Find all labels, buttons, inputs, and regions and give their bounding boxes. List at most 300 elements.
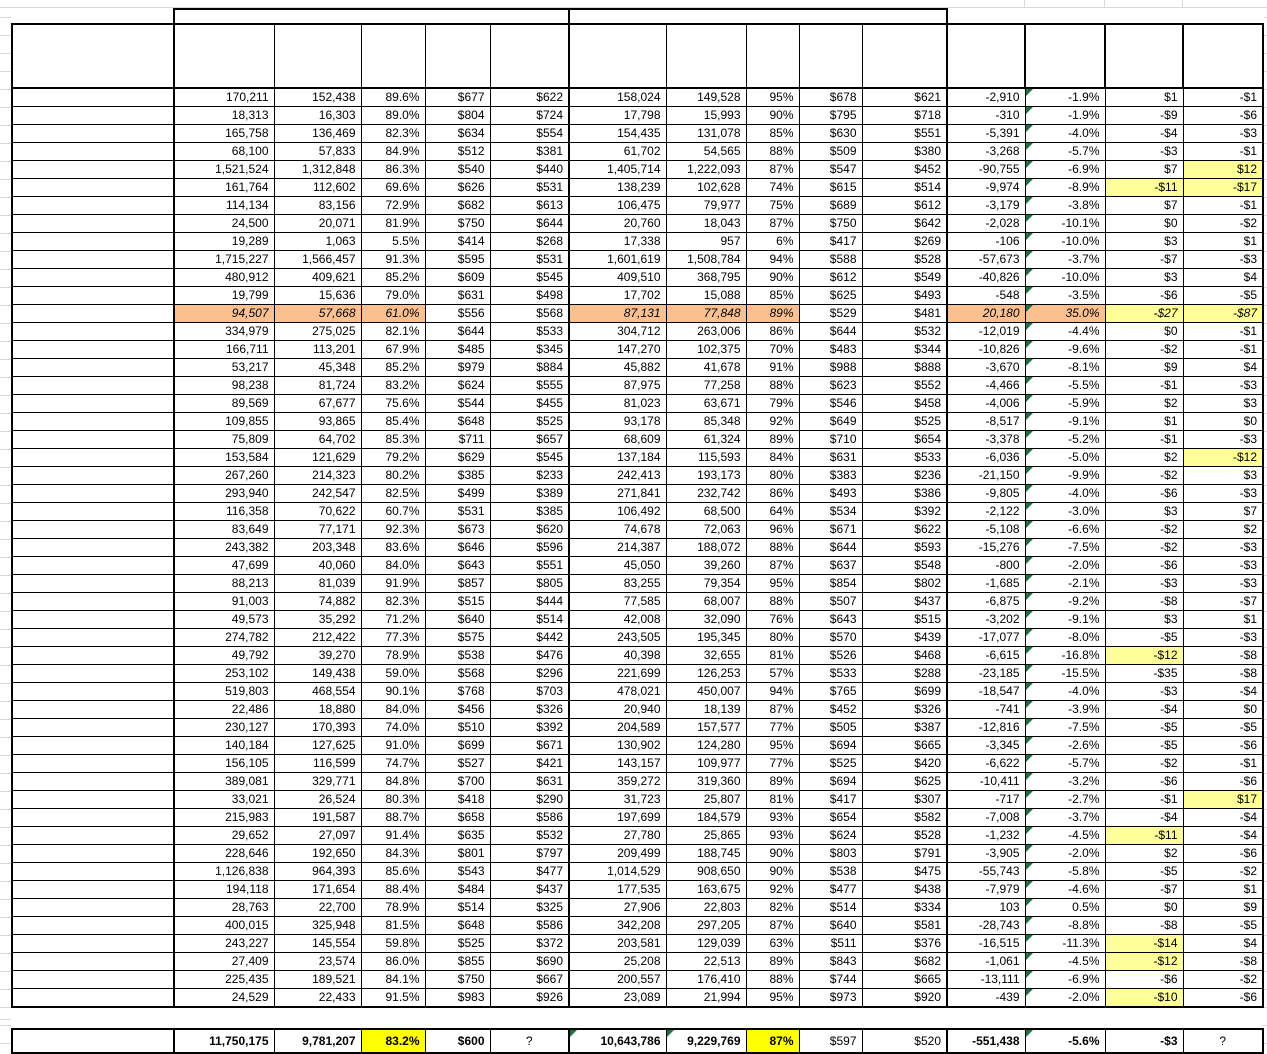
data-cell[interactable]: -5.5% (1025, 377, 1105, 395)
data-cell[interactable]: 77% (746, 719, 799, 737)
data-cell[interactable]: $654 (799, 809, 862, 827)
data-cell[interactable]: $12 (1183, 161, 1263, 179)
data-cell[interactable]: $420 (862, 755, 947, 773)
data-cell[interactable]: -$8 (1183, 665, 1263, 683)
data-cell[interactable]: $609 (425, 269, 490, 287)
data-cell[interactable]: $386 (862, 485, 947, 503)
data-cell[interactable]: $644 (425, 323, 490, 341)
data-cell[interactable]: $437 (490, 881, 569, 899)
data-cell[interactable]: 68,007 (666, 593, 746, 611)
data-cell[interactable]: -439 (947, 989, 1025, 1008)
data-cell[interactable]: 87% (746, 917, 799, 935)
data-cell[interactable]: 20,940 (569, 701, 666, 719)
data-cell[interactable]: $854 (799, 575, 862, 593)
data-cell[interactable]: 91,003 (174, 593, 274, 611)
data-cell[interactable]: $677 (425, 88, 490, 107)
data-cell[interactable]: 94% (746, 683, 799, 701)
data-cell[interactable]: -5.7% (1025, 143, 1105, 161)
data-cell[interactable]: 72.9% (361, 197, 425, 215)
column-header[interactable] (666, 24, 746, 88)
data-cell[interactable]: 137,184 (569, 449, 666, 467)
data-cell[interactable]: 389,081 (174, 773, 274, 791)
data-cell[interactable]: 215,983 (174, 809, 274, 827)
data-cell[interactable]: 18,313 (174, 107, 274, 125)
data-cell[interactable]: $268 (490, 233, 569, 251)
data-cell[interactable]: $526 (799, 647, 862, 665)
data-cell[interactable]: -9,974 (947, 179, 1025, 197)
data-cell[interactable]: -$3 (1105, 683, 1183, 701)
data-cell[interactable]: -2.0% (1025, 845, 1105, 863)
data-cell[interactable]: -$6 (1105, 485, 1183, 503)
data-cell[interactable]: -$3 (1183, 125, 1263, 143)
data-cell[interactable]: -5,108 (947, 521, 1025, 539)
data-cell[interactable]: -3.2% (1025, 773, 1105, 791)
data-cell[interactable]: 908,650 (666, 863, 746, 881)
data-cell[interactable]: $682 (425, 197, 490, 215)
data-cell[interactable]: 17,338 (569, 233, 666, 251)
data-cell[interactable]: -$27 (1105, 305, 1183, 323)
total-data-cell[interactable]: 9,229,769 (666, 1029, 746, 1053)
data-cell[interactable]: $631 (425, 287, 490, 305)
state-name-cell[interactable] (12, 521, 174, 539)
data-cell[interactable]: 191,587 (274, 809, 361, 827)
state-name-cell[interactable] (12, 881, 174, 899)
data-cell[interactable]: 93,178 (569, 413, 666, 431)
data-cell[interactable]: 85.2% (361, 359, 425, 377)
data-cell[interactable]: $667 (490, 971, 569, 989)
data-cell[interactable]: 203,348 (274, 539, 361, 557)
state-name-cell[interactable] (12, 701, 174, 719)
data-cell[interactable]: -$11 (1105, 827, 1183, 845)
data-cell[interactable]: 24,529 (174, 989, 274, 1008)
data-cell[interactable]: 85% (746, 125, 799, 143)
data-cell[interactable]: $3 (1105, 233, 1183, 251)
data-cell[interactable]: $532 (862, 323, 947, 341)
data-cell[interactable]: $581 (862, 917, 947, 935)
data-cell[interactable]: 130,902 (569, 737, 666, 755)
total-data-cell[interactable]: $597 (799, 1029, 862, 1053)
data-cell[interactable]: 271,841 (569, 485, 666, 503)
data-cell[interactable]: $649 (799, 413, 862, 431)
data-cell[interactable]: 77% (746, 755, 799, 773)
data-cell[interactable]: $531 (490, 179, 569, 197)
data-cell[interactable]: 54,565 (666, 143, 746, 161)
data-cell[interactable]: 57,668 (274, 305, 361, 323)
data-cell[interactable]: $3 (1105, 269, 1183, 287)
state-name-cell[interactable] (12, 827, 174, 845)
data-cell[interactable]: -15.5% (1025, 665, 1105, 683)
data-cell[interactable]: -$2 (1183, 215, 1263, 233)
data-cell[interactable]: -16,515 (947, 935, 1025, 953)
data-cell[interactable]: -4.0% (1025, 125, 1105, 143)
data-cell[interactable]: $344 (862, 341, 947, 359)
data-cell[interactable]: -$6 (1105, 773, 1183, 791)
data-cell[interactable]: -$5 (1105, 737, 1183, 755)
data-cell[interactable]: $7 (1105, 161, 1183, 179)
data-cell[interactable]: $452 (799, 701, 862, 719)
data-cell[interactable]: -310 (947, 107, 1025, 125)
data-cell[interactable]: -$2 (1105, 467, 1183, 485)
data-cell[interactable]: $634 (425, 125, 490, 143)
data-cell[interactable]: -5.7% (1025, 755, 1105, 773)
data-cell[interactable]: 84.9% (361, 143, 425, 161)
data-cell[interactable]: $509 (799, 143, 862, 161)
data-cell[interactable]: $613 (490, 197, 569, 215)
data-cell[interactable]: 1,508,784 (666, 251, 746, 269)
data-cell[interactable]: 88% (746, 377, 799, 395)
data-cell[interactable]: $547 (799, 161, 862, 179)
state-name-cell[interactable] (12, 755, 174, 773)
data-cell[interactable]: -9.6% (1025, 341, 1105, 359)
data-cell[interactable]: 81.5% (361, 917, 425, 935)
data-cell[interactable]: -2.6% (1025, 737, 1105, 755)
data-cell[interactable]: $593 (862, 539, 947, 557)
data-cell[interactable]: -$4 (1105, 809, 1183, 827)
data-cell[interactable]: -10,411 (947, 773, 1025, 791)
data-cell[interactable]: 25,865 (666, 827, 746, 845)
data-cell[interactable]: $307 (862, 791, 947, 809)
data-cell[interactable]: -7.5% (1025, 539, 1105, 557)
data-cell[interactable]: -4.6% (1025, 881, 1105, 899)
state-name-cell[interactable] (12, 791, 174, 809)
state-name-cell[interactable] (12, 503, 174, 521)
data-cell[interactable]: $525 (799, 755, 862, 773)
data-cell[interactable]: 0.5% (1025, 899, 1105, 917)
data-cell[interactable]: $511 (799, 935, 862, 953)
data-cell[interactable]: 74.7% (361, 755, 425, 773)
state-name-cell[interactable] (12, 107, 174, 125)
data-cell[interactable]: 124,280 (666, 737, 746, 755)
data-cell[interactable]: $596 (490, 539, 569, 557)
data-cell[interactable]: 31,723 (569, 791, 666, 809)
data-cell[interactable]: $718 (862, 107, 947, 125)
data-cell[interactable]: -2.0% (1025, 989, 1105, 1008)
data-cell[interactable]: -$3 (1105, 143, 1183, 161)
data-cell[interactable]: 67,677 (274, 395, 361, 413)
data-cell[interactable]: $983 (425, 989, 490, 1008)
data-cell[interactable]: $387 (862, 719, 947, 737)
total-data-cell[interactable]: -$3 (1105, 1029, 1183, 1053)
data-cell[interactable]: 5.5% (361, 233, 425, 251)
data-cell[interactable]: 71.2% (361, 611, 425, 629)
data-cell[interactable]: 116,599 (274, 755, 361, 773)
data-cell[interactable]: 519,803 (174, 683, 274, 701)
data-cell[interactable]: 95% (746, 575, 799, 593)
data-cell[interactable]: $671 (490, 737, 569, 755)
data-cell[interactable]: -$1 (1183, 143, 1263, 161)
data-cell[interactable]: -9.2% (1025, 593, 1105, 611)
data-cell[interactable]: 93,865 (274, 413, 361, 431)
data-cell[interactable]: $973 (799, 989, 862, 1008)
data-cell[interactable]: $884 (490, 359, 569, 377)
data-cell[interactable]: $458 (862, 395, 947, 413)
data-cell[interactable]: -$3 (1183, 377, 1263, 395)
data-cell[interactable]: -28,743 (947, 917, 1025, 935)
data-cell[interactable]: 170,211 (174, 88, 274, 107)
data-cell[interactable]: $678 (799, 88, 862, 107)
data-cell[interactable]: $1 (1183, 611, 1263, 629)
data-cell[interactable]: $493 (799, 485, 862, 503)
data-cell[interactable]: 75% (746, 197, 799, 215)
data-cell[interactable]: 27,906 (569, 899, 666, 917)
data-cell[interactable]: 230,127 (174, 719, 274, 737)
data-cell[interactable]: -$1 (1105, 431, 1183, 449)
data-cell[interactable]: -$2 (1105, 539, 1183, 557)
data-cell[interactable]: -$8 (1183, 647, 1263, 665)
data-cell[interactable]: 114,134 (174, 197, 274, 215)
data-cell[interactable]: 409,510 (569, 269, 666, 287)
data-cell[interactable]: 158,024 (569, 88, 666, 107)
data-cell[interactable]: $9 (1183, 899, 1263, 917)
data-cell[interactable]: 86% (746, 323, 799, 341)
data-cell[interactable]: $549 (862, 269, 947, 287)
data-cell[interactable]: -10,826 (947, 341, 1025, 359)
data-cell[interactable]: 85,348 (666, 413, 746, 431)
data-cell[interactable]: $637 (799, 557, 862, 575)
data-cell[interactable]: 359,272 (569, 773, 666, 791)
state-name-cell[interactable] (12, 683, 174, 701)
data-cell[interactable]: -1,685 (947, 575, 1025, 593)
data-cell[interactable]: 77,848 (666, 305, 746, 323)
data-cell[interactable]: $711 (425, 431, 490, 449)
data-cell[interactable]: 82% (746, 899, 799, 917)
data-cell[interactable]: 15,088 (666, 287, 746, 305)
data-cell[interactable]: $484 (425, 881, 490, 899)
column-header[interactable] (799, 24, 862, 88)
data-cell[interactable]: $642 (862, 215, 947, 233)
total-data-cell[interactable]: 10,643,786 (569, 1029, 666, 1053)
data-cell[interactable]: $533 (490, 323, 569, 341)
data-cell[interactable]: 86.0% (361, 953, 425, 971)
data-cell[interactable]: $376 (862, 935, 947, 953)
data-cell[interactable]: -23,185 (947, 665, 1025, 683)
data-cell[interactable]: -18,547 (947, 683, 1025, 701)
data-cell[interactable]: 964,393 (274, 863, 361, 881)
data-cell[interactable]: 409,621 (274, 269, 361, 287)
data-cell[interactable]: -10.0% (1025, 233, 1105, 251)
data-cell[interactable]: $640 (425, 611, 490, 629)
data-cell[interactable]: 47,699 (174, 557, 274, 575)
data-cell[interactable]: $855 (425, 953, 490, 971)
data-cell[interactable]: -12,019 (947, 323, 1025, 341)
data-cell[interactable]: -$12 (1105, 647, 1183, 665)
data-cell[interactable]: 214,387 (569, 539, 666, 557)
data-cell[interactable]: 72,063 (666, 521, 746, 539)
total-data-cell[interactable]: -551,438 (947, 1029, 1025, 1053)
data-cell[interactable]: $568 (425, 665, 490, 683)
data-cell[interactable]: -$6 (1183, 737, 1263, 755)
data-cell[interactable]: 90% (746, 845, 799, 863)
data-cell[interactable]: $498 (490, 287, 569, 305)
data-cell[interactable]: 88,213 (174, 575, 274, 593)
data-cell[interactable]: 78.9% (361, 647, 425, 665)
data-cell[interactable]: 253,102 (174, 665, 274, 683)
data-cell[interactable]: -$3 (1183, 557, 1263, 575)
data-cell[interactable]: 297,205 (666, 917, 746, 935)
data-cell[interactable]: 109,977 (666, 755, 746, 773)
data-cell[interactable]: $4 (1183, 359, 1263, 377)
data-cell[interactable]: -$1 (1183, 341, 1263, 359)
data-cell[interactable]: -2,910 (947, 88, 1025, 107)
data-cell[interactable]: $545 (490, 449, 569, 467)
data-cell[interactable]: 25,807 (666, 791, 746, 809)
data-cell[interactable]: 88% (746, 143, 799, 161)
data-cell[interactable]: $383 (799, 467, 862, 485)
data-cell[interactable]: $510 (425, 719, 490, 737)
data-cell[interactable]: 68,609 (569, 431, 666, 449)
data-cell[interactable]: $515 (425, 593, 490, 611)
data-cell[interactable]: 232,742 (666, 485, 746, 503)
state-name-cell[interactable] (12, 485, 174, 503)
state-name-cell[interactable] (12, 863, 174, 881)
data-cell[interactable]: -15,276 (947, 539, 1025, 557)
data-cell[interactable]: 89% (746, 773, 799, 791)
data-cell[interactable]: $372 (490, 935, 569, 953)
data-cell[interactable]: 94% (746, 251, 799, 269)
column-header[interactable] (490, 24, 569, 88)
data-cell[interactable]: $288 (862, 665, 947, 683)
data-cell[interactable]: $545 (490, 269, 569, 287)
data-cell[interactable]: 204,589 (569, 719, 666, 737)
data-cell[interactable]: -7,979 (947, 881, 1025, 899)
data-cell[interactable]: -4.0% (1025, 485, 1105, 503)
data-cell[interactable]: $654 (862, 431, 947, 449)
data-cell[interactable]: $543 (425, 863, 490, 881)
data-cell[interactable]: 98,238 (174, 377, 274, 395)
total-label-cell[interactable] (12, 1029, 174, 1053)
data-cell[interactable]: 6% (746, 233, 799, 251)
total-data-cell[interactable]: 9,781,207 (274, 1029, 361, 1053)
data-cell[interactable]: $657 (490, 431, 569, 449)
data-cell[interactable]: $622 (490, 88, 569, 107)
data-cell[interactable]: -$1 (1183, 323, 1263, 341)
data-cell[interactable]: $548 (862, 557, 947, 575)
data-cell[interactable]: 127,625 (274, 737, 361, 755)
data-cell[interactable]: -$12 (1183, 449, 1263, 467)
data-cell[interactable]: -11.3% (1025, 935, 1105, 953)
data-cell[interactable]: -1,232 (947, 827, 1025, 845)
data-cell[interactable]: -$4 (1105, 701, 1183, 719)
data-cell[interactable]: -$1 (1183, 88, 1263, 107)
data-cell[interactable]: $926 (490, 989, 569, 1008)
data-cell[interactable]: 90% (746, 107, 799, 125)
data-cell[interactable]: 40,060 (274, 557, 361, 575)
data-cell[interactable]: 163,675 (666, 881, 746, 899)
data-cell[interactable]: $439 (862, 629, 947, 647)
data-cell[interactable]: -$2 (1105, 755, 1183, 773)
data-cell[interactable]: -4.4% (1025, 323, 1105, 341)
data-cell[interactable]: 26,524 (274, 791, 361, 809)
state-name-cell[interactable] (12, 665, 174, 683)
column-header[interactable] (746, 24, 799, 88)
data-cell[interactable]: $525 (862, 413, 947, 431)
data-cell[interactable]: 22,433 (274, 989, 361, 1008)
data-cell[interactable]: 85.2% (361, 269, 425, 287)
data-cell[interactable]: 89% (746, 953, 799, 971)
data-cell[interactable]: $2 (1105, 395, 1183, 413)
data-cell[interactable]: 176,410 (666, 971, 746, 989)
state-name-cell[interactable] (12, 413, 174, 431)
state-name-cell[interactable] (12, 629, 174, 647)
data-cell[interactable]: $3 (1183, 467, 1263, 485)
data-cell[interactable]: 203,581 (569, 935, 666, 953)
data-cell[interactable]: 89.6% (361, 88, 425, 107)
column-header[interactable] (1183, 24, 1263, 88)
state-name-cell[interactable] (12, 953, 174, 971)
data-cell[interactable]: 319,360 (666, 773, 746, 791)
data-cell[interactable]: 18,139 (666, 701, 746, 719)
data-cell[interactable]: 368,795 (666, 269, 746, 287)
data-cell[interactable]: 82.5% (361, 485, 425, 503)
data-cell[interactable]: 200,557 (569, 971, 666, 989)
state-name-cell[interactable] (12, 449, 174, 467)
data-cell[interactable]: 22,486 (174, 701, 274, 719)
data-cell[interactable]: -55,743 (947, 863, 1025, 881)
data-cell[interactable]: -$35 (1105, 665, 1183, 683)
data-cell[interactable]: -10.1% (1025, 215, 1105, 233)
data-cell[interactable]: 91.9% (361, 575, 425, 593)
data-cell[interactable]: -6.6% (1025, 521, 1105, 539)
data-cell[interactable]: $514 (490, 611, 569, 629)
data-cell[interactable]: $2 (1183, 521, 1263, 539)
state-name-cell[interactable] (12, 989, 174, 1008)
data-cell[interactable]: $437 (862, 593, 947, 611)
data-cell[interactable]: -4.5% (1025, 827, 1105, 845)
data-cell[interactable]: 25,208 (569, 953, 666, 971)
data-cell[interactable]: $626 (425, 179, 490, 197)
data-cell[interactable]: -57,673 (947, 251, 1025, 269)
data-cell[interactable]: -$8 (1105, 917, 1183, 935)
state-name-cell[interactable] (12, 737, 174, 755)
data-cell[interactable]: 39,260 (666, 557, 746, 575)
data-cell[interactable]: 19,289 (174, 233, 274, 251)
data-cell[interactable]: 109,855 (174, 413, 274, 431)
data-cell[interactable]: -4,006 (947, 395, 1025, 413)
data-cell[interactable]: 88% (746, 971, 799, 989)
data-cell[interactable]: 82.3% (361, 125, 425, 143)
state-name-cell[interactable] (12, 971, 174, 989)
data-cell[interactable]: 78.9% (361, 899, 425, 917)
data-cell[interactable]: $888 (862, 359, 947, 377)
data-cell[interactable]: 131,078 (666, 125, 746, 143)
data-cell[interactable]: 243,227 (174, 935, 274, 953)
data-cell[interactable]: 304,712 (569, 323, 666, 341)
data-cell[interactable]: -$6 (1105, 287, 1183, 305)
data-cell[interactable]: 41,678 (666, 359, 746, 377)
data-cell[interactable]: -$8 (1183, 953, 1263, 971)
data-cell[interactable]: 64% (746, 503, 799, 521)
data-cell[interactable]: $630 (799, 125, 862, 143)
data-cell[interactable]: -1.9% (1025, 107, 1105, 125)
data-cell[interactable]: -5,391 (947, 125, 1025, 143)
data-cell[interactable]: -9,805 (947, 485, 1025, 503)
data-cell[interactable]: -4,466 (947, 377, 1025, 395)
data-cell[interactable]: 166,711 (174, 341, 274, 359)
data-cell[interactable]: -3.7% (1025, 809, 1105, 827)
data-cell[interactable]: $1 (1105, 413, 1183, 431)
total-data-cell[interactable]: $600 (425, 1029, 490, 1053)
data-cell[interactable]: $456 (425, 701, 490, 719)
data-cell[interactable]: -$3 (1183, 575, 1263, 593)
data-cell[interactable]: $296 (490, 665, 569, 683)
data-cell[interactable]: $703 (490, 683, 569, 701)
data-cell[interactable]: 450,007 (666, 683, 746, 701)
data-cell[interactable]: 83,255 (569, 575, 666, 593)
data-cell[interactable]: $0 (1183, 413, 1263, 431)
data-cell[interactable]: 23,574 (274, 953, 361, 971)
data-cell[interactable]: $381 (490, 143, 569, 161)
data-cell[interactable]: -3,268 (947, 143, 1025, 161)
